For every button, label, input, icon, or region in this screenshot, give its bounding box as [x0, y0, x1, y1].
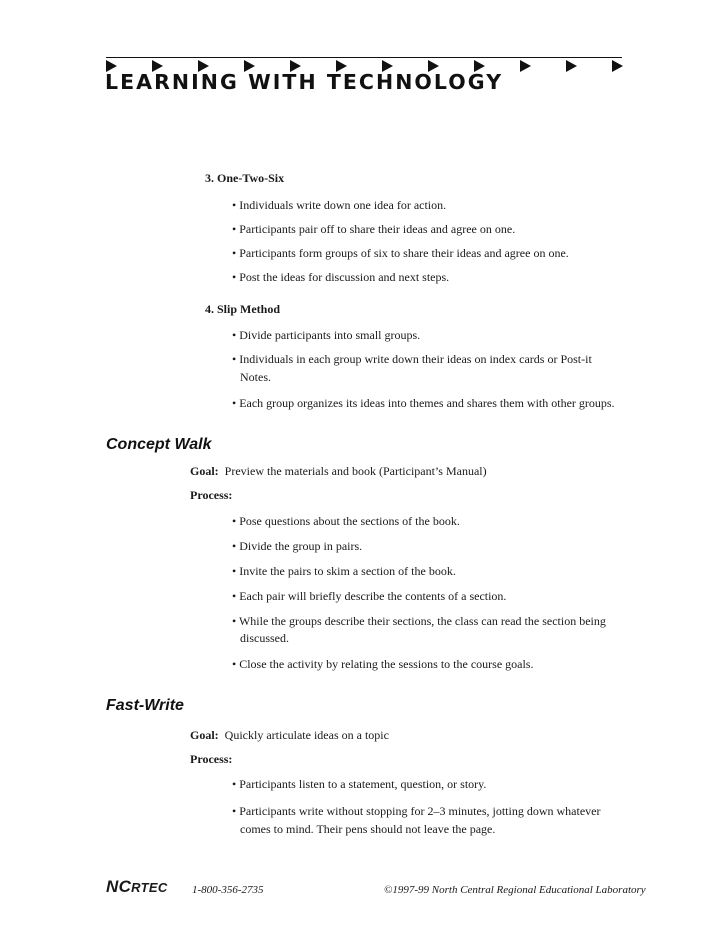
slip-method-heading: 4. Slip Method — [205, 302, 281, 316]
goal-text: Preview the materials and book (Participant’s Manual) — [224, 464, 487, 478]
header-rule — [106, 57, 622, 58]
list-item-continuation: discussed. — [240, 631, 289, 645]
concept-walk-goal — [190, 464, 487, 479]
list-item: • Individuals write down one idea for action. — [232, 198, 447, 212]
list-item: • Divide the group in pairs. — [232, 539, 363, 553]
fast-write-title: Fast-Write — [106, 697, 184, 714]
list-item: • Divide participants into small groups. — [232, 328, 421, 342]
list-item: • Participants form groups of six to share their ideas and agree on one. — [232, 246, 569, 260]
list-item: • Participants write without stopping for 2–3 minutes, jotting down whatever — [232, 804, 601, 818]
logo-rest: RTEC — [131, 880, 168, 895]
list-item-continuation: Notes. — [240, 370, 271, 384]
list-item: • Post the ideas for discussion and next steps. — [232, 270, 450, 284]
list-item: • Pose questions about the sections of the book. — [232, 514, 460, 528]
list-item: • While the groups describe their sections, the class can read the section being — [232, 614, 606, 628]
list-item: • Each group organizes its ideas into themes and shares them with other groups. — [232, 396, 615, 410]
goal-label: Goal: — [190, 728, 219, 742]
process-label: Process: — [190, 752, 233, 766]
one-two-six-heading: 3. One-Two-Six — [205, 171, 285, 185]
footer-copyright: ©1997-99 North Central Regional Educational Laboratory — [384, 884, 646, 896]
goal-text: Quickly articulate ideas on a topic — [224, 728, 389, 742]
list-item: • Each pair will briefly describe the contents of a section. — [232, 589, 507, 603]
ncrtec-logo — [106, 876, 168, 899]
list-item: • Individuals in each group write down their ideas on index cards or Post-it — [232, 352, 592, 366]
logo-main: NC — [106, 877, 132, 896]
list-item: • Participants listen to a statement, question, or story. — [232, 777, 487, 791]
goal-label: Goal: — [190, 464, 219, 478]
concept-walk-title: Concept Walk — [106, 436, 212, 453]
list-item: • Close the activity by relating the sessions to the course goals. — [232, 657, 534, 671]
footer-phone: 1-800-356-2735 — [192, 884, 264, 896]
list-item-continuation: comes to mind. Their pens should not leave the page. — [240, 822, 496, 836]
fast-write-goal — [190, 728, 389, 743]
process-label: Process: — [190, 488, 233, 502]
list-item: • Participants pair off to share their ideas and agree on one. — [232, 222, 516, 236]
list-item: • Invite the pairs to skim a section of the book. — [232, 564, 456, 578]
page-header-title: LEARNING WITH TECHNOLOGY — [105, 70, 504, 94]
